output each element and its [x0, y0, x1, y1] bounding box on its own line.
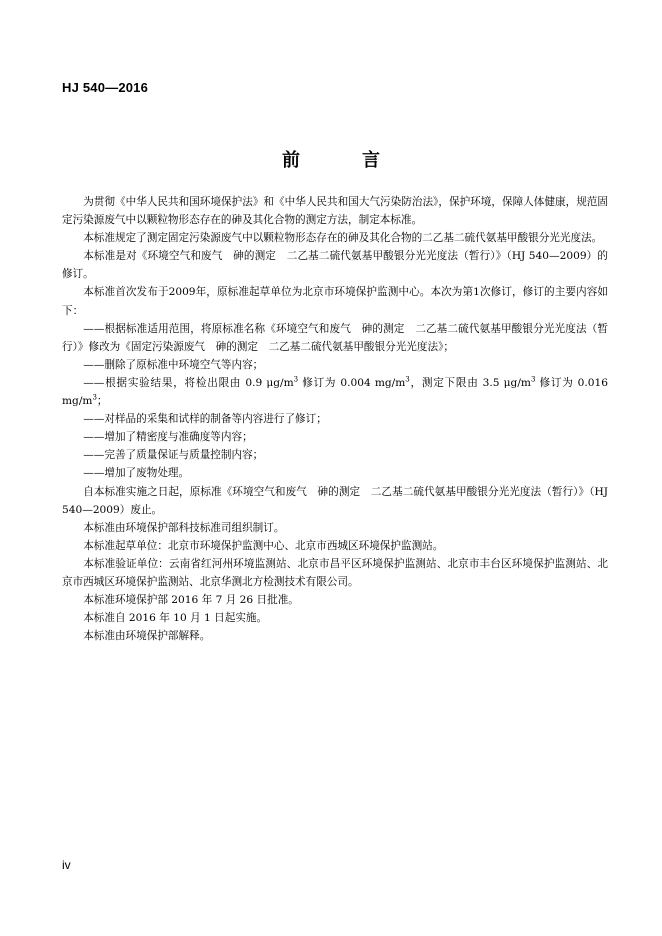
- superscript: 3: [530, 375, 536, 384]
- paragraph: ——对样品的采集和试样的制备等内容进行了修订；: [83, 413, 327, 426]
- limit-text: ；: [96, 395, 108, 408]
- paragraph: 自本标准实施之日起，原标准《环境空气和废气 砷的测定 二乙基二硫代氨基甲酸银分光光度法（暂行）》（HJ 540—2009）废止。: [62, 485, 608, 516]
- paragraph: ——完善了质量保证与质量控制内容；: [83, 449, 264, 462]
- paragraph: 本标准是对《环境空气和废气 砷的测定 二乙基二硫代氨基甲酸银分光光度法（暂行）》（HJ 540—2009）的修订。: [62, 250, 608, 281]
- paragraph: 本标准由环境保护部科技标准司组织制订。: [83, 521, 285, 534]
- paragraph: 本标准验证单位：云南省红河州环境监测站、北京市昌平区环境保护监测站、北京市丰台区环境保护监测站、北京市西城区环境保护监测站、北京华测北方检测技术有限公司。: [62, 557, 608, 588]
- paragraph: 本标准环境保护部 2016 年 7 月 26 日批准。: [83, 594, 299, 607]
- paragraph: ——根据标准适用范围，将原标准名称《环境空气和废气 砷的测定 二乙基二硫代氨基甲酸银分光光度法（暂行）》修改为《固定污染源废气 砷的测定 二乙基二硫代氨基甲酸银分光光度法》；: [62, 322, 608, 353]
- paragraph: ——删除了原标准中环境空气等内容；: [83, 358, 264, 371]
- limit-text: ，测定下限由 3.5 μg/m: [409, 376, 531, 389]
- preface-body: [62, 193, 608, 645]
- limit-text: 修订为 0.004 mg/m: [298, 376, 406, 389]
- paragraph: 本标准由环境保护部解释。: [83, 630, 211, 643]
- page-number: iv: [62, 858, 71, 872]
- superscript: 3: [293, 375, 299, 384]
- paragraph: 为贯彻《中华人民共和国环境保护法》和《中华人民共和国大气污染防治法》，保护环境，保障人体健康，规范固定污染源废气中以颗粒物形态存在的砷及其化合物的测定方法，制定本标准。: [62, 196, 608, 227]
- limit-paragraph: [62, 374, 608, 410]
- paragraph: 本标准起草单位：北京市环境保护监测中心、北京市西城区环境保护监测站。: [83, 539, 444, 552]
- paragraph: ——增加了废物处理。: [83, 467, 190, 480]
- page-title: 前 言: [282, 150, 402, 171]
- paragraph: 本标准自 2016 年 10 月 1 日起实施。: [83, 612, 268, 625]
- limit-text: ——根据实验结果，将检出限由 0.9 μg/m: [83, 376, 294, 389]
- paragraph: 本标准规定了测定固定污染源废气中以颗粒物形态存在的砷及其化合物的二乙基二硫代氨基甲酸银分光光度法。: [83, 232, 603, 245]
- paragraph: 本标准首次发布于2009年，原标准起草单位为北京市环境保护监测中心。本次为第1次修订，修订的主要内容如下：: [62, 286, 608, 317]
- superscript: 3: [405, 375, 410, 384]
- paragraph: ——增加了精密度与准确度等内容；: [83, 431, 253, 444]
- superscript: 3: [92, 393, 97, 402]
- standard-code: HJ 540—2016: [62, 80, 149, 95]
- limit-text: 修订为 0.016 mg/m: [62, 376, 609, 408]
